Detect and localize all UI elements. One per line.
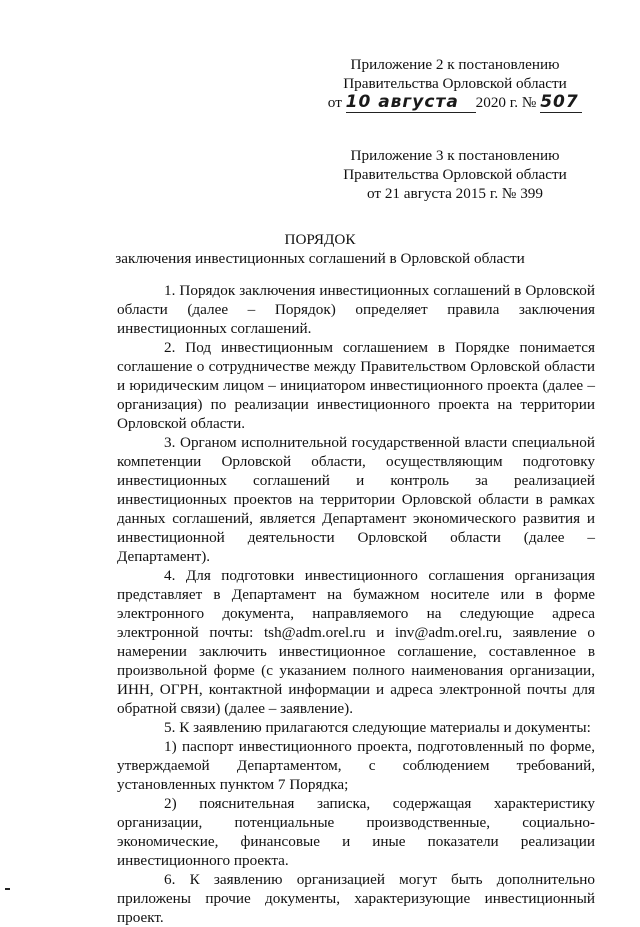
document-body	[117, 281, 595, 927]
document-title: ПОРЯДОК	[284, 231, 356, 248]
paragraph-3: 3. Органом исполнительной государственной власти специальной компетенции Орловской области, осуществляющим подготовку инвестиционных соглашений и контроль за реализацией инвестиционных проектов на территории Орловской области в рамках данных соглашений, является Департамент экономического развития и инвестиционной деятельности Орловской области (далее – Департамент).	[117, 434, 595, 565]
date-year: 2020 г.	[475, 94, 519, 111]
date-blank	[346, 93, 476, 113]
appendix-current-header	[305, 55, 605, 113]
appendix-original-line1: Приложение 3 к постановлению	[350, 147, 560, 164]
paragraph-2: 2. Под инвестиционным соглашением в Порядке понимается соглашение о сотрудничестве между Правительством Орловской области и юридическим лицом – инициатором инвестиционного проекта (далее – организация) по реализации инвестиционного проекта на территории Орловской области.	[117, 339, 595, 432]
paragraph-5-item-2: 2) пояснительная записка, содержащая характеристику организации, потенциальные производственные, социально-экономические, финансовые и иные показатели реализации инвестиционного проекта.	[117, 795, 595, 869]
handwritten-date: 10 августа	[345, 92, 459, 112]
appendix-original-line2: Правительства Орловской области	[343, 166, 567, 183]
number-prefix: №	[521, 94, 537, 111]
appendix-original-header	[305, 146, 605, 203]
number-blank	[540, 93, 582, 113]
appendix-current-line1: Приложение 2 к постановлению	[350, 56, 560, 73]
paragraph-5: 5. К заявлению прилагаются следующие материалы и документы:	[164, 719, 591, 736]
handwritten-number: 507	[540, 92, 579, 112]
document-subtitle: заключения инвестиционных соглашений в Орловской области	[115, 250, 525, 267]
paragraph-1: 1. Порядок заключения инвестиционных соглашений в Орловской области (далее – Порядок) определяет правила заключения инвестиционных соглашений.	[117, 282, 595, 337]
paragraph-6: 6. К заявлению организацией могут быть дополнительно приложены прочие документы, характеризующие инвестиционный проект.	[117, 871, 595, 926]
appendix-current-date	[305, 93, 605, 113]
paragraph-5-item-1: 1) паспорт инвестиционного проекта, подготовленный по форме, утверждаемой Департаментом, с соблюдением требований, установленных пунктом 7 Порядка;	[117, 738, 595, 793]
scan-margin-mark	[5, 888, 10, 890]
paragraph-4: 4. Для подготовки инвестиционного соглашения организация представляет в Департамент на бумажном носителе или в форме электронного документа, направляемого на следующие адреса электронной почты: tsh@adm.orel.ru и inv@adm.orel.ru, заявление о намерении заключить инвестиционное соглашение, составленное в произвольной форме (с указанием полного наименования организации, ИНН, ОГРН, контактной информации и адреса электронной почты для обратной связи) (далее – заявление).	[117, 567, 595, 717]
appendix-original-line3: от 21 августа 2015 г. № 399	[367, 185, 543, 202]
appendix-current-line2: Правительства Орловской области	[343, 75, 567, 92]
date-prefix: от	[327, 94, 342, 111]
